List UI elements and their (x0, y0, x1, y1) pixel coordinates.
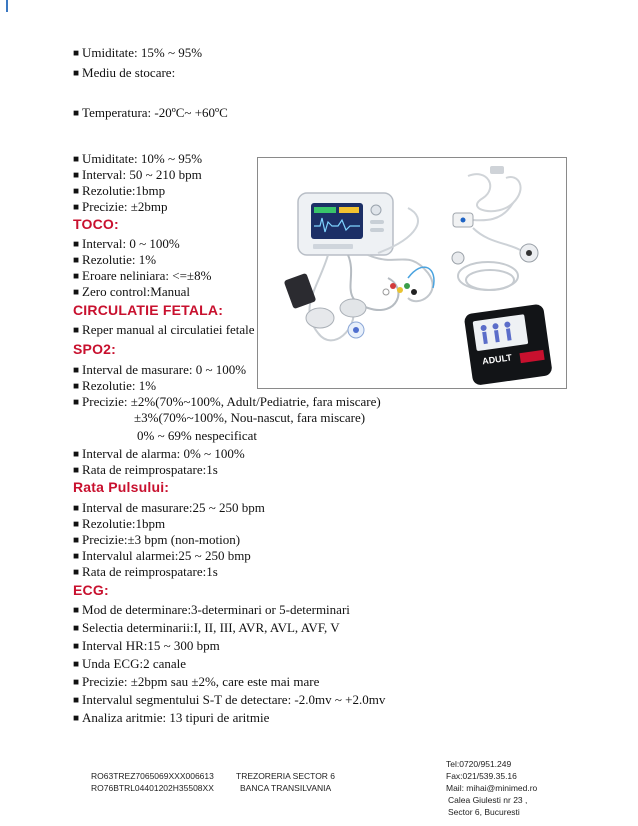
bullet-line: ■ Precizie: ±2%(70%~100%, Adult/Pediatrie, fara miscare) (73, 394, 381, 409)
footer-address-line1: Calea Giulesti nr 23 , (448, 795, 528, 805)
us-probe (340, 299, 366, 317)
bullet-line: ■ Reper manual al circulatiei fetale (73, 322, 255, 337)
bullet-line: ■ Precizie:±3 bpm (non-motion) (73, 532, 241, 547)
page-edge-mark (6, 0, 8, 12)
bullet-line: ■ Interval: 50 ~ 210 bpm (73, 167, 202, 182)
bullet-line: ■ Intervalul alarmei:25 ~ 250 bmp (73, 548, 251, 563)
bullet-line: ■ Intervalul segmentului S-T de detectare: -2.0mv ~ +2.0mv (73, 692, 386, 707)
footer-mail: Mail: mihai@minimed.ro (446, 783, 538, 793)
bullet-line: ■ Eroare neliniara: <=±8% (73, 268, 212, 283)
bullet-line: ■ Interval: 0 ~ 100% (73, 236, 180, 251)
bullet-line: ■ Unda ECG:2 canale (73, 656, 187, 671)
bullet-line: ■ Mediu de stocare: (73, 65, 176, 80)
bullet-line: ■ Rata de reimprospatare:1s (73, 462, 218, 477)
section-heading-toco: TOCO: (73, 216, 119, 232)
monitor-knob (371, 205, 381, 215)
toco-probe (306, 308, 334, 328)
bullet-line: ■ Precizie: ±2bmp (73, 199, 168, 214)
black-probe (284, 273, 317, 309)
continuation-line: ±3%(70%~100%, Nou-nascut, fara miscare) (134, 410, 366, 425)
cuff-label: ADULT (481, 352, 513, 367)
section-heading-circulatie-fetala: CIRCULATIE FETALA: (73, 302, 224, 318)
fetal-monitor-illustration (258, 158, 566, 388)
bullet-line: ■ Rezolutie:1bmp (73, 183, 166, 198)
bullet-line: ■ Interval de masurare:25 ~ 250 bpm (73, 500, 265, 515)
bullet-line: ■ Rezolutie: 1% (73, 378, 157, 393)
bullet-line: ■ Selectia determinarii:I, II, III, AVR, AVL, AVF, V (73, 620, 340, 635)
footer-bank1-name: TREZORERIA SECTOR 6 (236, 771, 336, 781)
footer-tel: Tel:0720/951.249 (446, 759, 512, 769)
section-heading-spo2: SPO2: (73, 341, 117, 357)
bullet-line: ■ Temperatura: -20ºC~ +60ºC (73, 105, 228, 120)
footer-fax: Fax:021/539.35.16 (446, 771, 517, 781)
bullet-line: ■ Rezolutie: 1% (73, 252, 157, 267)
bullet-line: ■ Umiditate: 10% ~ 95% (73, 151, 203, 166)
bullet-line: ■ Precizie: ±2bpm sau ±2%, care este mai mare (73, 674, 320, 689)
footer-address-line2: Sector 6, Bucuresti (448, 807, 520, 817)
bullet-line: ■ Zero control:Manual (73, 284, 190, 299)
bullet-line: ■ Interval de masurare: 0 ~ 100% (73, 362, 247, 377)
section-heading-ecg: ECG: (73, 582, 109, 598)
bullet-line: ■ Analiza aritmie: 13 tipuri de aritmie (73, 710, 270, 725)
bullet-line: ■ Mod de determinare:3-determinari or 5-determinari (73, 602, 350, 617)
bullet-line: ■ Umiditate: 15% ~ 95% (73, 45, 203, 60)
section-heading-rata-pulsului: Rata Pulsului: (73, 479, 170, 495)
spo2-cable (468, 174, 521, 211)
continuation-line: 0% ~ 69% nespecificat (137, 428, 258, 443)
bullet-line: ■ Interval de alarma: 0% ~ 100% (73, 446, 245, 461)
product-photo (257, 157, 567, 389)
footer-bank2-account: RO76BTRL04401202H35508XX (91, 783, 214, 793)
bullet-line: ■ Interval HR:15 ~ 300 bpm (73, 638, 220, 653)
footer-bank1-account: RO63TREZ7065069XXX006613 (91, 771, 214, 781)
bullet-line: ■ Rezolutie:1bpm (73, 516, 166, 531)
footer-bank2-name: BANCA TRANSILVANIA (240, 783, 332, 793)
probe-cable (368, 255, 433, 301)
bullet-line: ■ Rata de reimprospatare:1s (73, 564, 218, 579)
